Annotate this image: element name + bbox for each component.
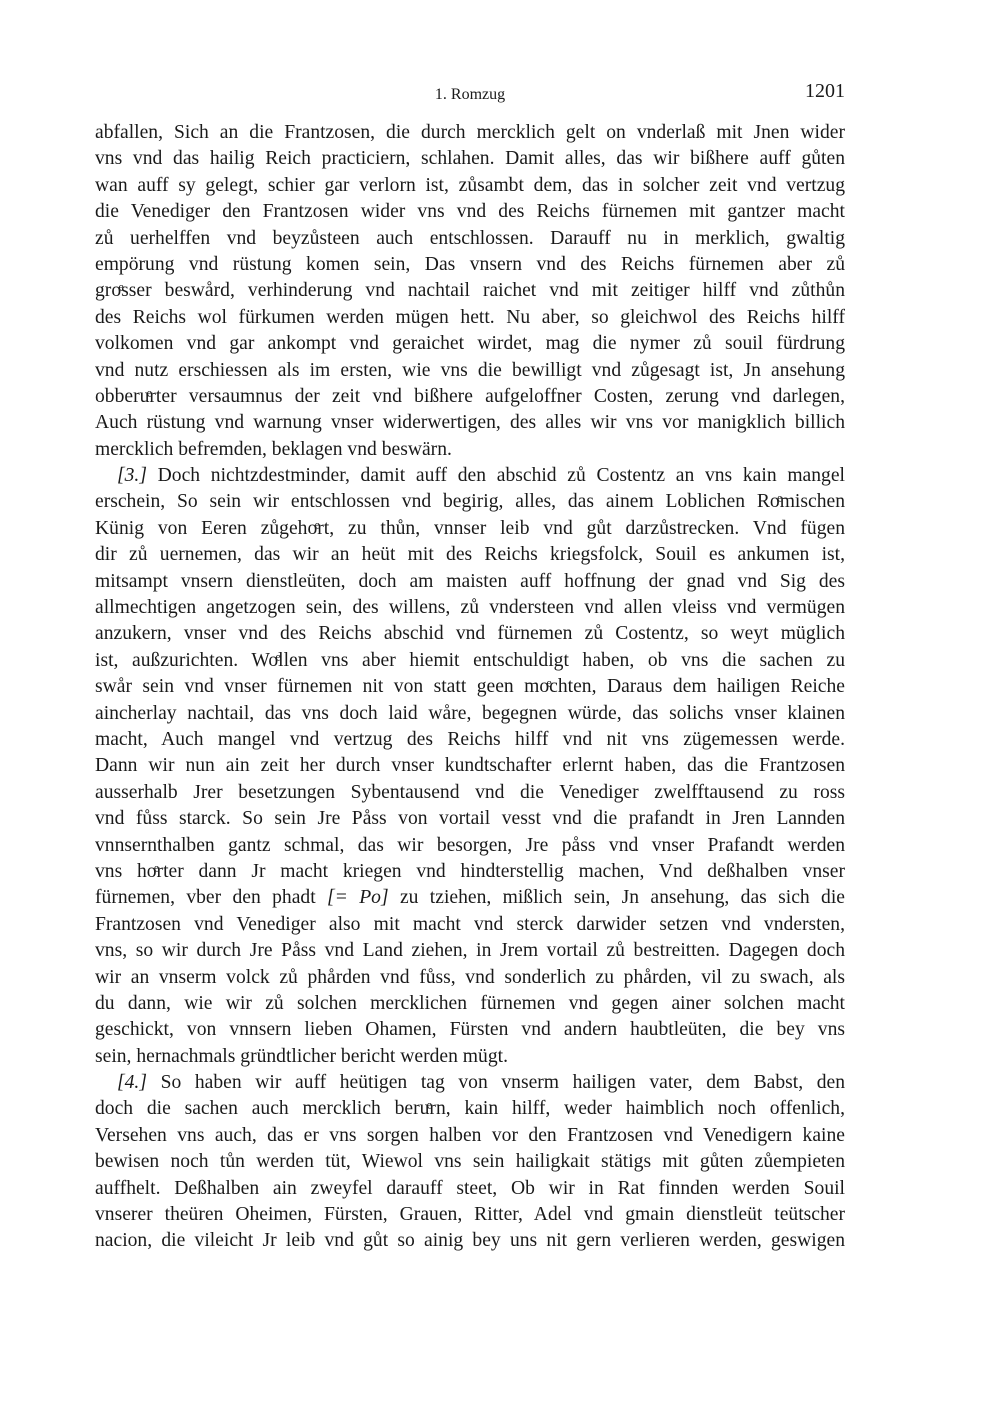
section-marker: [3.] <box>117 465 147 487</box>
line-text: des Reichs wol fürkumen werden mügen hett. Nu aber, so gleichwol des Reichs hilff <box>95 306 845 328</box>
line-text: vnnsernthalben gantz schmal, das wir besorgen, Jre påss vnd vnser Prafandt werden <box>95 834 845 856</box>
line-text: die Venediger den Frantzosen wider vns vnd des Reichs fürnemen mit gantzer macht <box>95 201 845 223</box>
line-text: macht, Auch mangel vnd vertzug des Reichs hilff vnd nit vns zügemessen werde. <box>95 728 845 750</box>
line-text: zů uerhelffen vnd beyzůsteen auch entschlossen. Darauff nu in merklich, gwaltig <box>95 227 845 249</box>
line-text: Doch nichtzdestminder, damit auff den abschid zů Costentz an vns kain mangel <box>157 465 845 487</box>
line-text: Auch rüstung vnd warnung vnser widerwertigen, des alles wir vns vor manigklich billich <box>95 412 845 434</box>
line-text: anzukern, vnser vnd des Reichs abschid vnd fürnemen zů Costentz, so weyt müglich <box>95 623 845 645</box>
text-line <box>95 199 845 225</box>
line-text: auffhelt. Deßhalben ain zweyfel darauff steet, Ob wir in Rat finnden werden Souil <box>95 1177 845 1199</box>
text-line <box>95 833 845 859</box>
line-text: wir an vnserm volck zů phården vnd fůss, vnd sonderlich zu phården, vil zu swach, als <box>95 966 845 988</box>
text-line <box>95 938 845 964</box>
text-line <box>95 621 845 647</box>
text-line <box>95 595 845 621</box>
text-line <box>95 331 845 357</box>
text-line <box>95 516 845 542</box>
line-text: erschein, So sein wir entschlossen vnd begirig, alles, das ainem Loblichen Roͤmischen <box>95 491 845 513</box>
line-text: allmechtigen angetzogen sein, des willens, zů vndersteen vnd allen vleiss vnd vermügen <box>95 597 845 619</box>
line-text: Künig von Eeren zůgehoͤrt, zu thůn, vnnser leib vnd gůt darzůstrecken. Vnd fügen <box>95 517 845 539</box>
line-text: Frantzosen vnd Venediger also mit macht vnd sterck darwider setzen vnd vndersten, <box>95 913 845 935</box>
text-line <box>95 305 845 331</box>
text-line <box>95 1149 845 1175</box>
paragraph <box>95 463 845 1070</box>
line-text: mercklich befremden, beklagen vnd beswärn. <box>95 438 452 460</box>
line-text: groͤsser beswård, verhinderung vnd nachtail raichet vnd mit zeitiger hilff vnd zůthůn <box>95 280 845 302</box>
text-line <box>95 1202 845 1228</box>
line-text: vnd nutz erschiessen als im ersten, wie vns die bewilligt vnd zůgesagt ist, Jn ansehung <box>95 359 845 381</box>
text-line <box>95 859 845 885</box>
text-line <box>95 727 845 753</box>
text-line <box>95 120 845 146</box>
line-text: zu tziehen, mißlich sein, Jn ansehung, das sich die <box>388 887 845 909</box>
line-text: swår sein vnd vnser fürnemen nit von statt geen moͤchten, Daraus dem hailigen Reiche <box>95 676 845 698</box>
text-line <box>95 753 845 779</box>
text-line <box>95 358 845 384</box>
line-text: obberuͤrter versaumnus der zeit vnd bißhere aufgeloffner Costen, zerung vnd darlegen, <box>95 385 845 407</box>
line-text: fürnemen, vber den phadt <box>95 887 328 909</box>
line-text: sein, hernachmals gründtlicher bericht werden mügt. <box>95 1045 508 1067</box>
text-line <box>95 542 845 568</box>
text-line <box>95 1070 845 1096</box>
editorial-note: [= Po] <box>327 887 389 909</box>
line-text: vns, so wir durch Jre Påss vnd Land ziehen, in Jrem vortail zů bestreitten. Dagegen doch <box>95 940 845 962</box>
text-line <box>95 806 845 832</box>
line-text: Versehen vns auch, das er vns sorgen halben vor den Frantzosen vnd Venedigern kaine <box>95 1124 845 1146</box>
text-line <box>95 384 845 410</box>
line-text: wan auff sy gelegt, schier gar verlorn ist, zůsambt dem, das in solcher zeit vnd vertzug <box>95 174 845 196</box>
text-line <box>95 146 845 172</box>
line-text: du dann, wie wir zů solchen mercklichen fürnemen vnd gegen ainer solchen macht <box>95 992 845 1014</box>
text-line <box>95 1228 845 1254</box>
line-text: doch die sachen auch mercklich beruͤrn, kain hilff, weder haimblich noch offenlich, <box>95 1098 845 1120</box>
section-marker: [4.] <box>117 1072 147 1094</box>
page-header <box>95 80 845 110</box>
line-text: vnserer theüren Oheimen, Fürsten, Grauen, Ritter, Adel vnd gmain dienstleüt teütscher <box>95 1204 845 1226</box>
text-line <box>95 1123 845 1149</box>
line-text: bewisen noch tůn werden tüt, Wiewol vns sein hailigkait stätigs mit gůten zůempieten <box>95 1151 845 1173</box>
text-line <box>95 226 845 252</box>
text-line <box>95 463 845 489</box>
document-body <box>95 120 845 1255</box>
text-line <box>95 1044 845 1070</box>
line-text: ausserhalb Jrer besetzungen Sybentausend vnd die Venediger zwelfftausend zu ross <box>95 781 845 803</box>
text-line <box>95 965 845 991</box>
line-text: Dann wir nun ain zeit her durch vnser kundtschafter erlernt haben, das die Frantzosen <box>95 755 845 777</box>
line-text: aincherlay nachtail, das vns doch laid wåre, begegnen würde, das solichs vnser klainen <box>95 702 845 724</box>
text-line <box>95 780 845 806</box>
line-text: abfallen, Sich an die Frantzosen, die durch mercklich gelt on vnderlaß mit Jnen wider <box>95 122 845 143</box>
line-text: geschickt, von vnnsern lieben Ohamen, Fürsten vnd andern haubtleüten, die bey vns <box>95 1019 845 1041</box>
line-text: mitsampt vnsern dienstleüten, doch am maisten auff hoffnung der gnad vnd Sig des <box>95 570 845 592</box>
text-line <box>95 569 845 595</box>
paragraph <box>95 120 845 463</box>
text-line <box>95 885 845 911</box>
text-line <box>95 991 845 1017</box>
paragraph <box>95 1070 845 1255</box>
text-line <box>95 1176 845 1202</box>
text-line <box>95 489 845 515</box>
line-text: nacion, die vileicht Jr leib vnd gůt so ainig bey uns nit gern verlieren werden, geswigen <box>95 1230 845 1252</box>
line-text: empörung vnd rüstung komen sein, Das vnsern vnd des Reichs fürnemen aber zů <box>95 253 845 275</box>
line-text: ist, außzurichten. Woͤllen vns aber hiemit entschuldigt haben, ob vns die sachen zu <box>95 649 845 671</box>
text-line <box>95 437 845 463</box>
line-text: volkomen vnd gar ankompt vnd geraichet wirdet, mag die nymer zů souil fürdrung <box>95 333 845 355</box>
text-line <box>95 674 845 700</box>
text-line <box>95 648 845 674</box>
text-line <box>95 173 845 199</box>
page-number: 1201 <box>805 80 845 102</box>
text-line <box>95 1017 845 1043</box>
text-line <box>95 278 845 304</box>
line-text: dir zů uernemen, das wir an heüt mit des Reichs kriegsfolck, Souil es ankumen ist, <box>95 544 845 566</box>
line-text: vns hoͤrter dann Jr macht kriegen vnd hindterstellig machen, Vnd deßhalben vnser <box>95 860 845 882</box>
text-line <box>95 1096 845 1122</box>
line-text: So haben wir auff heütigen tag von vnserm hailigen vater, dem Babst, den <box>160 1072 845 1094</box>
text-line <box>95 912 845 938</box>
line-text: vns vnd das hailig Reich practiciern, schlahen. Damit alles, das wir bißhere auff gůten <box>95 148 845 170</box>
text-line <box>95 252 845 278</box>
running-title: 1. Romzug <box>434 86 506 103</box>
text-line <box>95 410 845 436</box>
line-text: vnd fůss starck. So sein Jre Påss von vortail vesst vnd die prafandt in Jren Lannden <box>95 808 845 830</box>
text-line <box>95 701 845 727</box>
